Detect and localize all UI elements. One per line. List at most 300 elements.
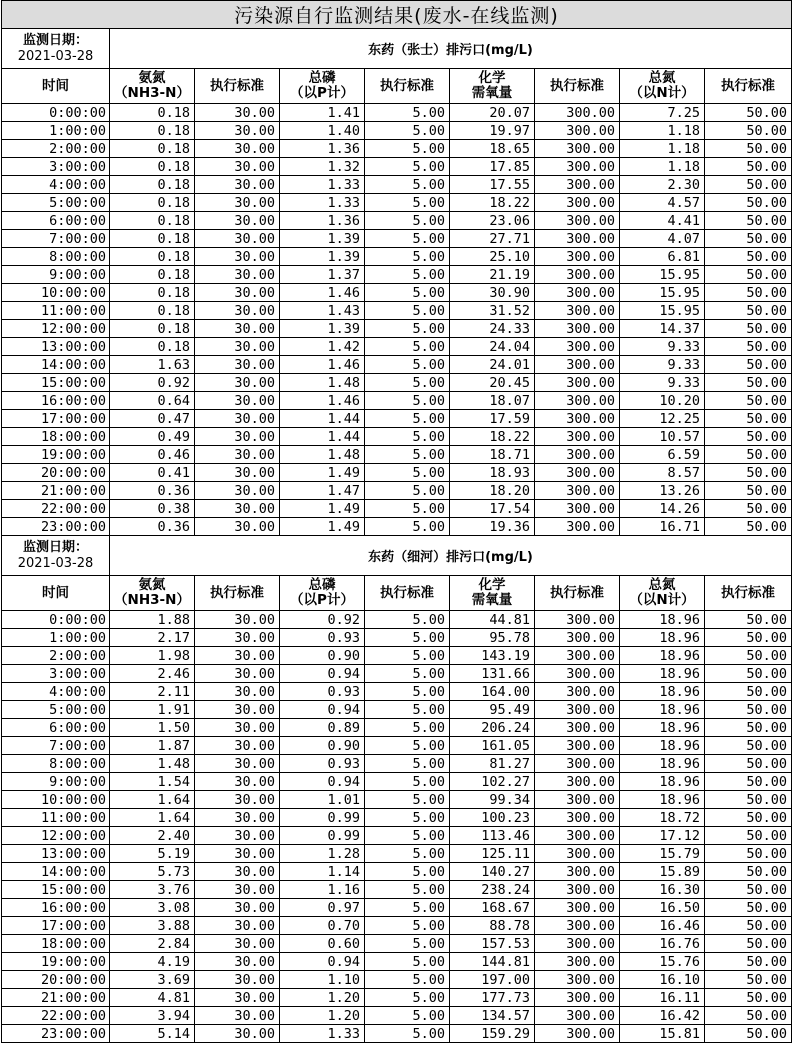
cell-nitrogen-standard: 50.00 [705, 338, 792, 356]
cell-nitrogen-standard: 50.00 [705, 665, 792, 683]
column-header-nitrogen-standard: 执行标准 [705, 69, 792, 104]
table-row [2, 374, 792, 392]
cell-ammonia: 0.18 [110, 266, 195, 284]
cell-ammonia: 0.18 [110, 104, 195, 122]
cell-nitrogen: 16.71 [620, 518, 705, 536]
table-row [2, 176, 792, 194]
cell-phosphorus: 0.93 [280, 683, 365, 701]
cell-ammonia: 1.88 [110, 611, 195, 629]
cell-ammonia: 2.40 [110, 827, 195, 845]
cell-nitrogen: 15.79 [620, 845, 705, 863]
cell-ammonia: 0.18 [110, 158, 195, 176]
cell-cod-standard: 300.00 [535, 320, 620, 338]
cell-cod: 144.81 [450, 953, 535, 971]
cell-ammonia-standard: 30.00 [195, 500, 280, 518]
cell-nitrogen: 18.96 [620, 629, 705, 647]
cell-phosphorus: 0.60 [280, 935, 365, 953]
cell-cod-standard: 300.00 [535, 230, 620, 248]
cell-time: 5:00:00 [2, 194, 110, 212]
cell-phosphorus: 0.94 [280, 773, 365, 791]
cell-time: 0:00:00 [2, 611, 110, 629]
cell-phosphorus: 1.39 [280, 248, 365, 266]
cell-nitrogen: 16.50 [620, 899, 705, 917]
cell-ammonia: 0.49 [110, 428, 195, 446]
table-row [2, 665, 792, 683]
cell-nitrogen: 18.96 [620, 683, 705, 701]
cell-nitrogen-standard: 50.00 [705, 158, 792, 176]
table-row [2, 392, 792, 410]
cell-ammonia: 0.47 [110, 410, 195, 428]
cell-time: 6:00:00 [2, 212, 110, 230]
cell-time: 19:00:00 [2, 953, 110, 971]
column-header-cod: 化学 需氧量 [450, 576, 535, 611]
cell-ammonia: 0.36 [110, 482, 195, 500]
cell-phosphorus: 0.97 [280, 899, 365, 917]
cell-cod: 24.04 [450, 338, 535, 356]
cell-phosphorus: 0.93 [280, 629, 365, 647]
cell-phosphorus: 0.90 [280, 737, 365, 755]
cell-phosphorus: 1.46 [280, 284, 365, 302]
cell-nitrogen-standard: 50.00 [705, 971, 792, 989]
cell-nitrogen-standard: 50.00 [705, 611, 792, 629]
cell-nitrogen-standard: 50.00 [705, 320, 792, 338]
title-row [2, 1, 792, 29]
cell-ammonia-standard: 30.00 [195, 773, 280, 791]
cell-nitrogen-standard: 50.00 [705, 230, 792, 248]
cell-time: 4:00:00 [2, 176, 110, 194]
cell-nitrogen-standard: 50.00 [705, 935, 792, 953]
cell-cod-standard: 300.00 [535, 446, 620, 464]
cell-phosphorus-standard: 5.00 [365, 827, 450, 845]
cell-cod: 17.59 [450, 410, 535, 428]
cell-phosphorus-standard: 5.00 [365, 194, 450, 212]
cell-phosphorus: 1.20 [280, 989, 365, 1007]
cell-ammonia-standard: 30.00 [195, 665, 280, 683]
cell-ammonia: 0.36 [110, 518, 195, 536]
cell-nitrogen: 1.18 [620, 158, 705, 176]
cell-nitrogen-standard: 50.00 [705, 647, 792, 665]
cell-cod-standard: 300.00 [535, 953, 620, 971]
cell-nitrogen: 18.96 [620, 791, 705, 809]
cell-phosphorus-standard: 5.00 [365, 935, 450, 953]
cell-cod: 24.33 [450, 320, 535, 338]
cell-cod: 164.00 [450, 683, 535, 701]
cell-nitrogen-standard: 50.00 [705, 989, 792, 1007]
cell-cod: 157.53 [450, 935, 535, 953]
table-row [2, 194, 792, 212]
cell-cod: 95.49 [450, 701, 535, 719]
cell-ammonia-standard: 30.00 [195, 845, 280, 863]
cell-ammonia: 1.50 [110, 719, 195, 737]
cell-nitrogen: 14.26 [620, 500, 705, 518]
cell-ammonia-standard: 30.00 [195, 374, 280, 392]
cell-nitrogen: 1.18 [620, 122, 705, 140]
table-row [2, 611, 792, 629]
table-row [2, 827, 792, 845]
report-title: 污染源自行监测结果(废水-在线监测) [2, 1, 792, 29]
cell-nitrogen-standard: 50.00 [705, 194, 792, 212]
cell-cod: 23.06 [450, 212, 535, 230]
cell-nitrogen: 15.76 [620, 953, 705, 971]
cell-cod-standard: 300.00 [535, 683, 620, 701]
cell-phosphorus: 0.70 [280, 917, 365, 935]
cell-ammonia: 0.18 [110, 284, 195, 302]
cell-time: 20:00:00 [2, 971, 110, 989]
cell-nitrogen: 14.37 [620, 320, 705, 338]
cell-phosphorus: 1.49 [280, 464, 365, 482]
table-row [2, 464, 792, 482]
cell-cod: 159.29 [450, 1025, 535, 1043]
cell-phosphorus-standard: 5.00 [365, 320, 450, 338]
cell-ammonia: 0.18 [110, 212, 195, 230]
cell-nitrogen-standard: 50.00 [705, 755, 792, 773]
cell-phosphorus-standard: 5.00 [365, 1025, 450, 1043]
column-header-ammonia-standard: 执行标准 [195, 69, 280, 104]
cell-nitrogen: 17.12 [620, 827, 705, 845]
cell-nitrogen-standard: 50.00 [705, 122, 792, 140]
cell-cod-standard: 300.00 [535, 881, 620, 899]
table-row [2, 338, 792, 356]
cell-nitrogen: 18.96 [620, 701, 705, 719]
cell-cod: 125.11 [450, 845, 535, 863]
cell-nitrogen-standard: 50.00 [705, 953, 792, 971]
cell-nitrogen: 16.30 [620, 881, 705, 899]
cell-time: 3:00:00 [2, 158, 110, 176]
cell-ammonia-standard: 30.00 [195, 953, 280, 971]
cell-nitrogen-standard: 50.00 [705, 791, 792, 809]
cell-nitrogen: 6.59 [620, 446, 705, 464]
cell-cod-standard: 300.00 [535, 755, 620, 773]
table-row [2, 935, 792, 953]
cell-nitrogen-standard: 50.00 [705, 719, 792, 737]
cell-ammonia: 4.19 [110, 953, 195, 971]
table-row [2, 518, 792, 536]
cell-nitrogen: 18.72 [620, 809, 705, 827]
cell-phosphorus: 1.16 [280, 881, 365, 899]
cell-nitrogen-standard: 50.00 [705, 410, 792, 428]
table-row [2, 500, 792, 518]
column-header-cod-standard: 执行标准 [535, 69, 620, 104]
cell-ammonia: 3.76 [110, 881, 195, 899]
cell-nitrogen: 9.33 [620, 374, 705, 392]
cell-cod: 25.10 [450, 248, 535, 266]
cell-time: 19:00:00 [2, 446, 110, 464]
cell-nitrogen-standard: 50.00 [705, 518, 792, 536]
cell-time: 22:00:00 [2, 1007, 110, 1025]
cell-ammonia-standard: 30.00 [195, 629, 280, 647]
cell-nitrogen-standard: 50.00 [705, 302, 792, 320]
cell-ammonia: 1.63 [110, 356, 195, 374]
cell-nitrogen: 18.96 [620, 737, 705, 755]
cell-cod: 113.46 [450, 827, 535, 845]
column-header-ammonia: 氨氮 （NH3-N） [110, 69, 195, 104]
cell-cod: 206.24 [450, 719, 535, 737]
cell-phosphorus: 0.93 [280, 755, 365, 773]
cell-time: 2:00:00 [2, 647, 110, 665]
cell-ammonia-standard: 30.00 [195, 266, 280, 284]
cell-nitrogen-standard: 50.00 [705, 773, 792, 791]
column-header-phosphorus: 总磷 （以P计） [280, 576, 365, 611]
cell-cod: 21.19 [450, 266, 535, 284]
cell-ammonia: 0.18 [110, 230, 195, 248]
cell-cod-standard: 300.00 [535, 899, 620, 917]
cell-time: 22:00:00 [2, 500, 110, 518]
cell-phosphorus-standard: 5.00 [365, 518, 450, 536]
cell-cod-standard: 300.00 [535, 737, 620, 755]
table-row [2, 899, 792, 917]
cell-cod-standard: 300.00 [535, 482, 620, 500]
monitoring-date-cell [2, 536, 110, 576]
cell-ammonia: 4.81 [110, 989, 195, 1007]
cell-ammonia: 0.18 [110, 176, 195, 194]
cell-ammonia-standard: 30.00 [195, 899, 280, 917]
cell-cod-standard: 300.00 [535, 266, 620, 284]
column-header-row [2, 69, 792, 104]
cell-phosphorus-standard: 5.00 [365, 899, 450, 917]
cell-phosphorus-standard: 5.00 [365, 374, 450, 392]
cell-ammonia-standard: 30.00 [195, 212, 280, 230]
cell-ammonia: 0.38 [110, 500, 195, 518]
cell-phosphorus-standard: 5.00 [365, 881, 450, 899]
cell-ammonia-standard: 30.00 [195, 464, 280, 482]
cell-time: 15:00:00 [2, 881, 110, 899]
cell-nitrogen: 18.96 [620, 665, 705, 683]
cell-nitrogen-standard: 50.00 [705, 284, 792, 302]
cell-time: 15:00:00 [2, 374, 110, 392]
table-row [2, 266, 792, 284]
cell-phosphorus: 1.46 [280, 392, 365, 410]
cell-cod: 99.34 [450, 791, 535, 809]
cell-cod: 30.90 [450, 284, 535, 302]
cell-nitrogen-standard: 50.00 [705, 482, 792, 500]
cell-ammonia-standard: 30.00 [195, 971, 280, 989]
cell-ammonia-standard: 30.00 [195, 611, 280, 629]
column-header-nitrogen: 总氮 （以N计） [620, 69, 705, 104]
cell-phosphorus-standard: 5.00 [365, 284, 450, 302]
cell-phosphorus: 0.94 [280, 701, 365, 719]
cell-phosphorus: 1.40 [280, 122, 365, 140]
cell-nitrogen: 18.96 [620, 773, 705, 791]
cell-ammonia-standard: 30.00 [195, 446, 280, 464]
cell-ammonia-standard: 30.00 [195, 482, 280, 500]
cell-nitrogen-standard: 50.00 [705, 176, 792, 194]
cell-nitrogen-standard: 50.00 [705, 827, 792, 845]
cell-time: 21:00:00 [2, 482, 110, 500]
cell-ammonia: 0.18 [110, 302, 195, 320]
cell-phosphorus: 1.43 [280, 302, 365, 320]
cell-cod: 44.81 [450, 611, 535, 629]
cell-phosphorus-standard: 5.00 [365, 266, 450, 284]
cell-phosphorus-standard: 5.00 [365, 791, 450, 809]
table-row [2, 248, 792, 266]
cell-nitrogen: 4.41 [620, 212, 705, 230]
cell-ammonia-standard: 30.00 [195, 935, 280, 953]
cell-nitrogen-standard: 50.00 [705, 737, 792, 755]
cell-cod: 19.97 [450, 122, 535, 140]
cell-ammonia-standard: 30.00 [195, 791, 280, 809]
cell-ammonia: 1.64 [110, 809, 195, 827]
cell-cod: 19.36 [450, 518, 535, 536]
cell-time: 17:00:00 [2, 917, 110, 935]
column-header-phosphorus-standard: 执行标准 [365, 69, 450, 104]
cell-nitrogen: 4.07 [620, 230, 705, 248]
cell-ammonia: 1.87 [110, 737, 195, 755]
cell-cod: 102.27 [450, 773, 535, 791]
cell-phosphorus: 1.36 [280, 140, 365, 158]
cell-time: 13:00:00 [2, 338, 110, 356]
cell-phosphorus-standard: 5.00 [365, 140, 450, 158]
table-row [2, 122, 792, 140]
cell-cod: 20.45 [450, 374, 535, 392]
station-name: 东药（细河）排污口(mg/L) [110, 536, 792, 576]
cell-cod-standard: 300.00 [535, 791, 620, 809]
column-header-ammonia: 氨氮 （NH3-N） [110, 576, 195, 611]
cell-phosphorus-standard: 5.00 [365, 338, 450, 356]
table-row [2, 773, 792, 791]
table-row [2, 104, 792, 122]
cell-time: 7:00:00 [2, 737, 110, 755]
table-row [2, 737, 792, 755]
cell-cod: 134.57 [450, 1007, 535, 1025]
cell-ammonia: 2.46 [110, 665, 195, 683]
cell-nitrogen: 15.95 [620, 302, 705, 320]
cell-ammonia-standard: 30.00 [195, 104, 280, 122]
cell-ammonia-standard: 30.00 [195, 392, 280, 410]
cell-ammonia-standard: 30.00 [195, 248, 280, 266]
cell-cod: 88.78 [450, 917, 535, 935]
cell-ammonia-standard: 30.00 [195, 827, 280, 845]
monitoring-date-value: 2021-03-28 [17, 555, 94, 571]
monitoring-table [1, 0, 792, 1043]
cell-cod-standard: 300.00 [535, 122, 620, 140]
table-row [2, 356, 792, 374]
cell-phosphorus-standard: 5.00 [365, 158, 450, 176]
cell-cod-standard: 300.00 [535, 158, 620, 176]
column-header-nitrogen-standard: 执行标准 [705, 576, 792, 611]
cell-nitrogen: 15.95 [620, 266, 705, 284]
cell-nitrogen: 15.89 [620, 863, 705, 881]
cell-phosphorus: 1.47 [280, 482, 365, 500]
cell-nitrogen: 16.10 [620, 971, 705, 989]
cell-time: 10:00:00 [2, 791, 110, 809]
cell-ammonia: 2.84 [110, 935, 195, 953]
cell-ammonia-standard: 30.00 [195, 428, 280, 446]
cell-time: 14:00:00 [2, 356, 110, 374]
cell-time: 11:00:00 [2, 302, 110, 320]
cell-ammonia-standard: 30.00 [195, 863, 280, 881]
cell-cod-standard: 300.00 [535, 809, 620, 827]
cell-cod-standard: 300.00 [535, 428, 620, 446]
cell-phosphorus: 1.41 [280, 104, 365, 122]
cell-nitrogen: 15.95 [620, 284, 705, 302]
cell-nitrogen: 13.26 [620, 482, 705, 500]
cell-time: 18:00:00 [2, 428, 110, 446]
cell-ammonia-standard: 30.00 [195, 989, 280, 1007]
cell-cod-standard: 300.00 [535, 356, 620, 374]
cell-nitrogen-standard: 50.00 [705, 212, 792, 230]
column-header-time: 时间 [2, 69, 110, 104]
cell-cod: 140.27 [450, 863, 535, 881]
cell-ammonia-standard: 30.00 [195, 737, 280, 755]
cell-phosphorus: 0.99 [280, 809, 365, 827]
cell-ammonia-standard: 30.00 [195, 683, 280, 701]
cell-nitrogen: 9.33 [620, 356, 705, 374]
table-row [2, 755, 792, 773]
cell-cod-standard: 300.00 [535, 374, 620, 392]
cell-ammonia-standard: 30.00 [195, 1007, 280, 1025]
cell-ammonia: 0.18 [110, 338, 195, 356]
cell-ammonia-standard: 30.00 [195, 320, 280, 338]
table-row [2, 284, 792, 302]
cell-cod: 31.52 [450, 302, 535, 320]
table-row [2, 482, 792, 500]
cell-cod: 81.27 [450, 755, 535, 773]
cell-cod-standard: 300.00 [535, 863, 620, 881]
cell-cod: 18.71 [450, 446, 535, 464]
cell-time: 4:00:00 [2, 683, 110, 701]
cell-phosphorus: 0.90 [280, 647, 365, 665]
cell-nitrogen-standard: 50.00 [705, 140, 792, 158]
cell-ammonia-standard: 30.00 [195, 701, 280, 719]
column-header-time: 时间 [2, 576, 110, 611]
cell-phosphorus: 1.14 [280, 863, 365, 881]
cell-cod: 161.05 [450, 737, 535, 755]
cell-ammonia-standard: 30.00 [195, 755, 280, 773]
table-row [2, 212, 792, 230]
cell-phosphorus: 1.46 [280, 356, 365, 374]
cell-cod-standard: 300.00 [535, 248, 620, 266]
cell-cod: 18.22 [450, 428, 535, 446]
cell-time: 6:00:00 [2, 719, 110, 737]
cell-ammonia-standard: 30.00 [195, 230, 280, 248]
cell-nitrogen: 10.20 [620, 392, 705, 410]
cell-nitrogen: 10.57 [620, 428, 705, 446]
cell-cod: 18.93 [450, 464, 535, 482]
cell-time: 12:00:00 [2, 320, 110, 338]
cell-ammonia: 0.18 [110, 320, 195, 338]
section-header-row [2, 536, 792, 576]
cell-ammonia: 2.17 [110, 629, 195, 647]
cell-phosphorus: 0.92 [280, 611, 365, 629]
table-row [2, 791, 792, 809]
cell-nitrogen: 16.46 [620, 917, 705, 935]
cell-cod: 27.71 [450, 230, 535, 248]
cell-phosphorus-standard: 5.00 [365, 212, 450, 230]
table-row [2, 683, 792, 701]
cell-nitrogen: 18.96 [620, 755, 705, 773]
cell-time: 20:00:00 [2, 464, 110, 482]
cell-phosphorus-standard: 5.00 [365, 248, 450, 266]
cell-ammonia: 0.18 [110, 248, 195, 266]
cell-phosphorus-standard: 5.00 [365, 176, 450, 194]
cell-ammonia: 2.11 [110, 683, 195, 701]
cell-cod: 24.01 [450, 356, 535, 374]
cell-phosphorus-standard: 5.00 [365, 953, 450, 971]
cell-time: 21:00:00 [2, 989, 110, 1007]
column-header-phosphorus-standard: 执行标准 [365, 576, 450, 611]
cell-nitrogen-standard: 50.00 [705, 683, 792, 701]
monitoring-date-cell [2, 29, 110, 69]
cell-nitrogen-standard: 50.00 [705, 629, 792, 647]
cell-phosphorus-standard: 5.00 [365, 773, 450, 791]
cell-cod-standard: 300.00 [535, 518, 620, 536]
cell-cod-standard: 300.00 [535, 845, 620, 863]
cell-ammonia: 1.48 [110, 755, 195, 773]
table-row [2, 971, 792, 989]
column-header-ammonia-standard: 执行标准 [195, 576, 280, 611]
cell-cod-standard: 300.00 [535, 719, 620, 737]
cell-cod: 197.00 [450, 971, 535, 989]
